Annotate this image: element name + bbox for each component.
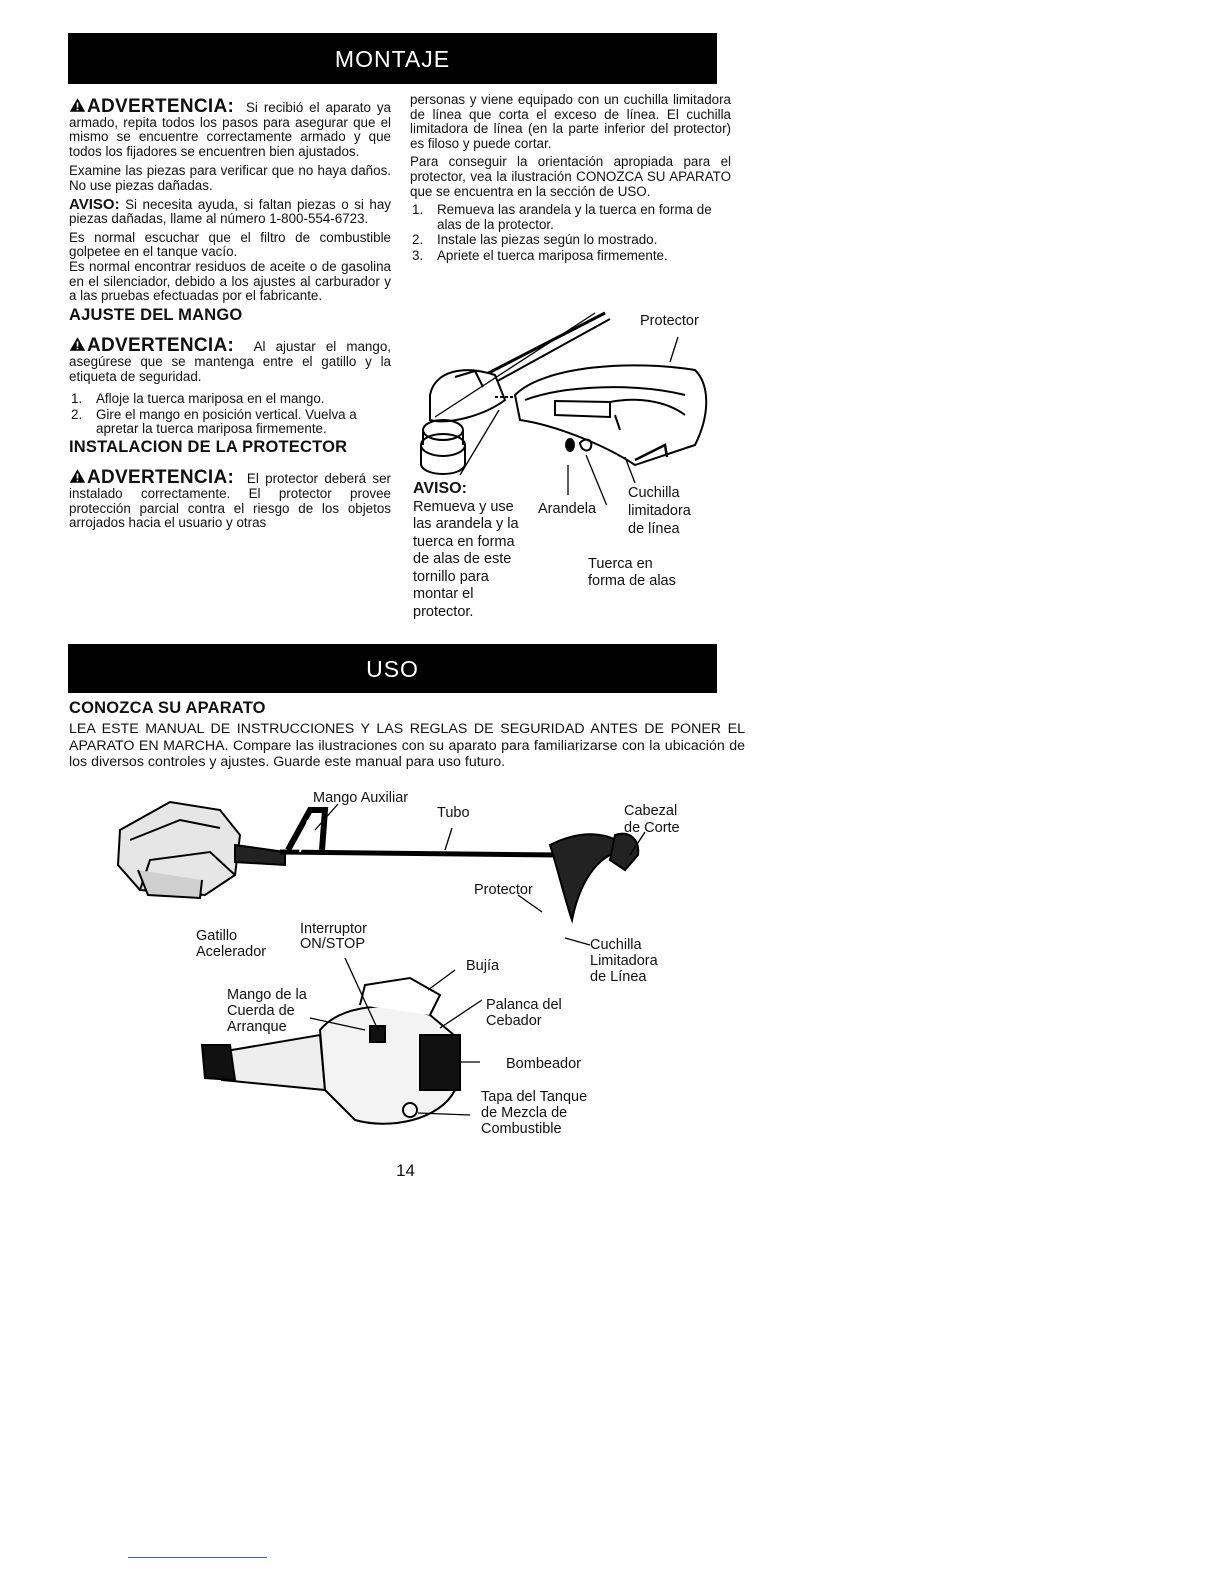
ajuste-steps bbox=[69, 392, 391, 437]
fig1-label-protector: Protector bbox=[640, 313, 699, 329]
fig1-aviso-line: protector. bbox=[413, 603, 474, 620]
fig2-label-interruptor: Interruptor ON/STOP bbox=[300, 921, 367, 952]
fig1-aviso-line: tuerca en forma bbox=[413, 533, 515, 550]
fig2-label-tapa: Tapa del Tanque de Mezcla de Combustible bbox=[481, 1089, 588, 1137]
uso-banner: USO bbox=[68, 644, 717, 693]
warning-text: Al ajustar el mango, asegúrese que se mantenga entre el gatillo y la etiqueta de seguridad. bbox=[69, 339, 391, 384]
fig1-aviso-label: AVISO: bbox=[413, 480, 467, 497]
page-number: 14 bbox=[396, 1161, 415, 1180]
list-item: 1. Remueva las arandela y la tuerca en forma de alas de la protector. bbox=[412, 202, 712, 232]
fig2-label-mango-auxiliar: Mango Auxiliar bbox=[313, 790, 409, 806]
fig1-aviso-line: montar el bbox=[413, 586, 474, 602]
list-item: 3. Apriete el tuerca mariposa firmemente. bbox=[412, 247, 668, 263]
left-column bbox=[69, 97, 391, 535]
warning-title: ADVERTENCIA: bbox=[87, 96, 235, 117]
examine-text: Examine las piezas para verificar que no haya daños. No use piezas dañadas. bbox=[69, 163, 391, 193]
normal-fuel-filter: Es normal escuchar que el filtro de combustible golpetee en el tanque vacío. bbox=[69, 229, 391, 260]
orientation-text: Para conseguir la orientación apropiada para el protector, vea la ilustración CONOZCA SU APARATO que se encuentra en la sección de USO. bbox=[410, 154, 731, 199]
list-item: 2. Instale las piezas según lo mostrado. bbox=[412, 232, 658, 248]
fig1-label-tuerca: Tuerca en forma de alas bbox=[588, 556, 676, 589]
footer-rule bbox=[128, 1557, 267, 1558]
fig2-label-cabezal: Cabezal de Corte bbox=[624, 803, 680, 836]
instalacion-heading: INSTALACION DE LA PROTECTOR bbox=[69, 437, 348, 456]
fig1-aviso-line: las arandela y la bbox=[413, 516, 519, 532]
fig1-aviso-line: tornillo para bbox=[413, 568, 489, 585]
fig2-label-palanca: Palanca del Cebador bbox=[486, 997, 562, 1029]
fig2-label-gatillo: Gatillo Acelerador bbox=[196, 928, 267, 960]
fig2-label-mango-cuerda: Mango de la Cuerda de Arranque bbox=[227, 987, 307, 1035]
fig1-aviso-line: Remueva y use bbox=[413, 498, 514, 515]
warning-icon bbox=[69, 468, 86, 484]
warning-text: El protector deberá ser instalado correctamente. El protector provee protección parcial contra el riesgo de los objetos arrojados hacia el usuario y otras bbox=[69, 471, 391, 531]
fig1-aviso bbox=[413, 481, 519, 621]
fig2-label-cuchilla: Cuchilla Limitadora de Línea bbox=[590, 937, 658, 985]
warning-protector bbox=[69, 468, 391, 530]
fig1-label-cuchilla: Cuchilla limitadora de línea bbox=[628, 485, 691, 537]
install-steps bbox=[410, 203, 731, 263]
fig2-label-protector: Protector bbox=[474, 882, 533, 898]
normal-oil-residue: Es normal encontrar residuos de aceite o de gasolina en el silenciador, debido a los ajustes al carburador y a las pruebas efectuadas por el fabricante. bbox=[69, 258, 391, 304]
warning-icon bbox=[69, 336, 86, 352]
conozca-heading: CONOZCA SU APARATO bbox=[69, 699, 266, 717]
fig2-label-tubo: Tubo bbox=[437, 805, 470, 821]
warning-handle bbox=[69, 336, 391, 384]
fig1-label-arandela: Arandela bbox=[538, 501, 597, 517]
uso-intro: LEA ESTE MANUAL DE INSTRUCCIONES Y LAS REGLAS DE SEGURIDAD ANTES DE PONER EL APARATO EN MARCHA. Compare las ilustraciones con su aparato para familiarizarse con la ubicación de los diversos controles y ajustes. Guarde este manual para uso futuro. bbox=[69, 721, 745, 770]
warning-title: ADVERTENCIA: bbox=[87, 335, 235, 357]
warning-icon bbox=[69, 97, 86, 113]
aviso-label: AVISO: bbox=[69, 195, 120, 213]
aviso-text: Si necesita ayuda, si faltan piezas o si hay piezas dañadas, llame al número 1-800-554-6723. bbox=[69, 196, 391, 227]
aviso-help bbox=[69, 195, 391, 227]
fig2-label-bombeador: Bombeador bbox=[506, 1056, 581, 1072]
protector-description: personas y viene equipado con un cuchilla limitadora de línea que corta el exceso de línea. El cuchilla limitadora de línea (en la parte inferior del protector) es filoso y puede cortar. bbox=[410, 92, 731, 151]
warning-text: Si recibió el aparato ya armado, repita todos los pasos para asegurar que el mismo se encuentre correctamente armado y que todos los fijadores se encuentren bien ajustados. bbox=[69, 100, 391, 159]
warning-title: ADVERTENCIA: bbox=[87, 467, 235, 489]
protector-install-illustration bbox=[405, 305, 725, 505]
list-item: 2. Gire el mango en posición vertical. Vuelva a apretar la tuerca mariposa firmemente. bbox=[71, 406, 357, 437]
trimmer-overview-illustration bbox=[110, 790, 670, 1140]
list-item: 1. Afloje la tuerca mariposa en el mango. bbox=[71, 391, 325, 407]
right-column bbox=[410, 93, 731, 267]
fig1-aviso-line: de alas de este bbox=[413, 551, 512, 567]
warning-assembled bbox=[69, 97, 391, 159]
montaje-banner: MONTAJE bbox=[68, 33, 717, 84]
ajuste-heading: AJUSTE DEL MANGO bbox=[69, 305, 243, 324]
fig2-label-bujia: Bujía bbox=[466, 958, 500, 974]
